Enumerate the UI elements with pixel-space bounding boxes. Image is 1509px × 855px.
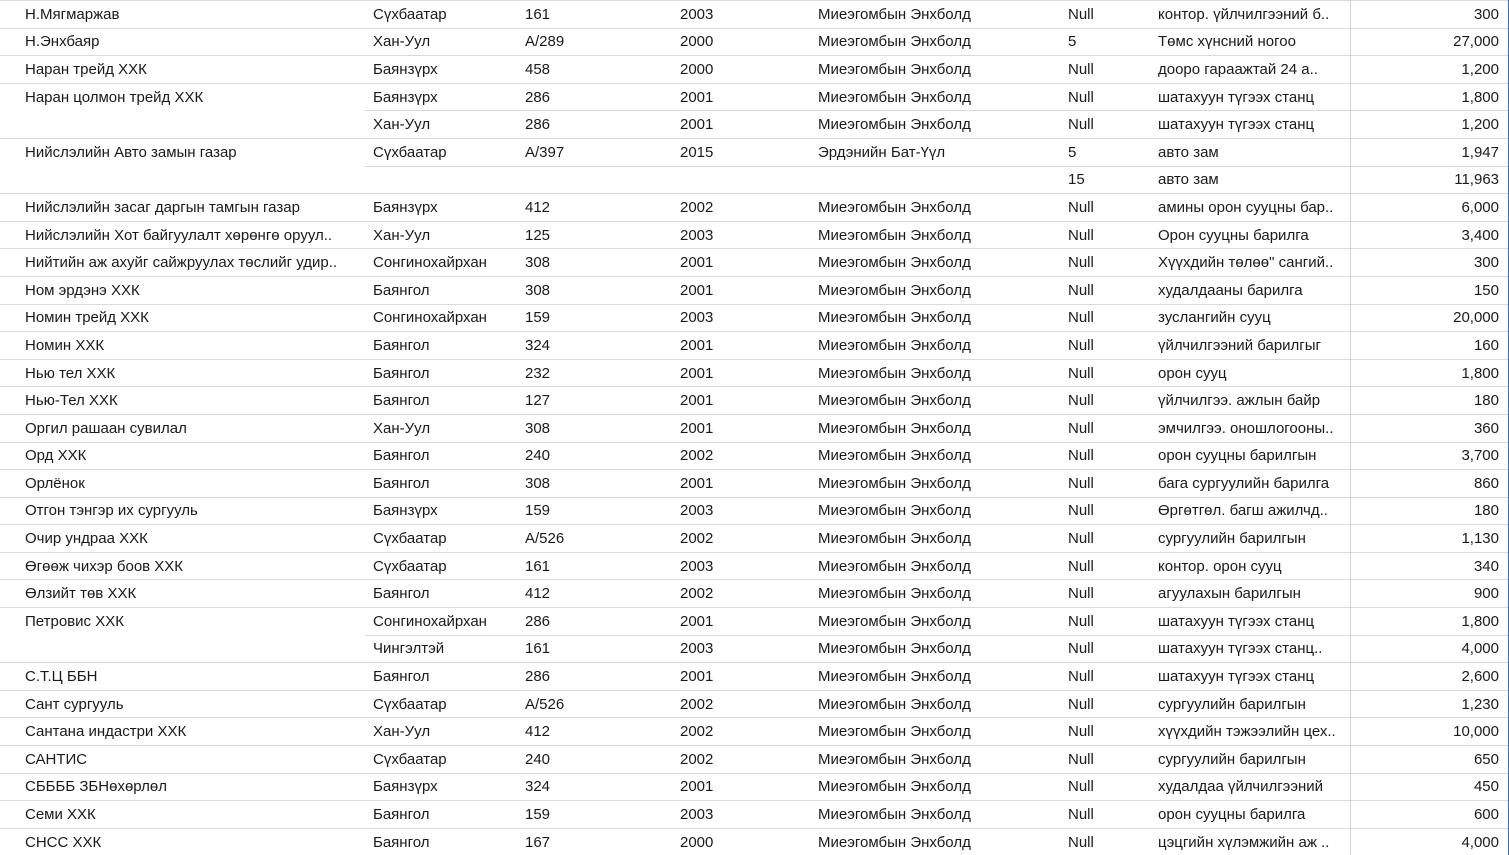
- district-cell[interactable]: Сүхбаатар: [365, 138, 525, 166]
- code-cell[interactable]: Null: [1068, 414, 1158, 442]
- amount-cell[interactable]: 360: [1350, 414, 1509, 442]
- description-cell[interactable]: Хүүхдийн төлөө" сангий..: [1158, 249, 1350, 277]
- district-cell[interactable]: Сүхбаатар: [365, 746, 525, 774]
- person-cell[interactable]: Миеэгомбын Энхболд: [818, 470, 1068, 498]
- org-name-cell[interactable]: Наран трейд ХХК: [0, 56, 365, 84]
- year-cell[interactable]: 2002: [680, 194, 818, 222]
- year-cell[interactable]: 2000: [680, 828, 818, 855]
- person-cell[interactable]: [818, 166, 1068, 194]
- district-cell[interactable]: Сүхбаатар: [365, 690, 525, 718]
- org-name-cell[interactable]: СНСС ХХК: [0, 828, 365, 855]
- org-name-cell[interactable]: Отгон тэнгэр их сургууль: [0, 497, 365, 525]
- year-cell[interactable]: 2015: [680, 138, 818, 166]
- table-row[interactable]: [0, 166, 1509, 194]
- code-cell[interactable]: Null: [1068, 635, 1158, 663]
- year-cell[interactable]: 2001: [680, 83, 818, 111]
- org-name-cell[interactable]: Номин трейд ХХК: [0, 304, 365, 332]
- person-cell[interactable]: Миеэгомбын Энхболд: [818, 773, 1068, 801]
- year-cell[interactable]: 2002: [680, 580, 818, 608]
- code-cell[interactable]: Null: [1068, 249, 1158, 277]
- person-cell[interactable]: Миеэгомбын Энхболд: [818, 249, 1068, 277]
- amount-cell[interactable]: 300: [1350, 249, 1509, 277]
- district-cell[interactable]: Баянгол: [365, 359, 525, 387]
- district-cell[interactable]: Сүхбаатар: [365, 525, 525, 553]
- person-cell[interactable]: Миеэгомбын Энхболд: [818, 552, 1068, 580]
- code-cell[interactable]: Null: [1068, 801, 1158, 829]
- table-row[interactable]: [0, 525, 1509, 553]
- amount-cell[interactable]: 300: [1350, 1, 1509, 29]
- number-cell[interactable]: 286: [525, 608, 680, 636]
- year-cell[interactable]: 2000: [680, 28, 818, 56]
- code-cell[interactable]: Null: [1068, 359, 1158, 387]
- number-cell[interactable]: 412: [525, 194, 680, 222]
- code-cell[interactable]: Null: [1068, 111, 1158, 139]
- table-row[interactable]: [0, 442, 1509, 470]
- table-row[interactable]: [0, 28, 1509, 56]
- district-cell[interactable]: Хан-Уул: [365, 221, 525, 249]
- amount-cell[interactable]: 2,600: [1350, 663, 1509, 691]
- code-cell[interactable]: Null: [1068, 194, 1158, 222]
- amount-cell[interactable]: 3,700: [1350, 442, 1509, 470]
- year-cell[interactable]: 2003: [680, 635, 818, 663]
- description-cell[interactable]: орон сууц: [1158, 359, 1350, 387]
- description-cell[interactable]: контор. орон сууц: [1158, 552, 1350, 580]
- person-cell[interactable]: Миеэгомбын Энхболд: [818, 332, 1068, 360]
- table-row[interactable]: [0, 111, 1509, 139]
- person-cell[interactable]: Миеэгомбын Энхболд: [818, 304, 1068, 332]
- person-cell[interactable]: Миеэгомбын Энхболд: [818, 801, 1068, 829]
- number-cell[interactable]: А/397: [525, 138, 680, 166]
- person-cell[interactable]: Миеэгомбын Энхболд: [818, 83, 1068, 111]
- table-row[interactable]: [0, 276, 1509, 304]
- amount-cell[interactable]: 1,200: [1350, 56, 1509, 84]
- person-cell[interactable]: Миеэгомбын Энхболд: [818, 442, 1068, 470]
- district-cell[interactable]: Сүхбаатар: [365, 552, 525, 580]
- number-cell[interactable]: 161: [525, 552, 680, 580]
- amount-cell[interactable]: 180: [1350, 497, 1509, 525]
- org-name-cell[interactable]: Ном эрдэнэ ХХК: [0, 276, 365, 304]
- code-cell[interactable]: Null: [1068, 470, 1158, 498]
- org-name-cell[interactable]: Өгөөж чихэр боов ХХК: [0, 552, 365, 580]
- year-cell[interactable]: 2002: [680, 690, 818, 718]
- district-cell[interactable]: Баянгол: [365, 387, 525, 415]
- amount-cell[interactable]: 1,800: [1350, 83, 1509, 111]
- amount-cell[interactable]: 160: [1350, 332, 1509, 360]
- description-cell[interactable]: сургуулийн барилгын: [1158, 690, 1350, 718]
- number-cell[interactable]: 412: [525, 580, 680, 608]
- person-cell[interactable]: Миеэгомбын Энхболд: [818, 414, 1068, 442]
- person-cell[interactable]: Миеэгомбын Энхболд: [818, 276, 1068, 304]
- person-cell[interactable]: Миеэгомбын Энхболд: [818, 1, 1068, 29]
- year-cell[interactable]: 2003: [680, 221, 818, 249]
- number-cell[interactable]: А/289: [525, 28, 680, 56]
- person-cell[interactable]: Миеэгомбын Энхболд: [818, 828, 1068, 855]
- description-cell[interactable]: үйлчилгээний барилгыг: [1158, 332, 1350, 360]
- code-cell[interactable]: Null: [1068, 387, 1158, 415]
- district-cell[interactable]: Сонгинохайрхан: [365, 249, 525, 277]
- description-cell[interactable]: цэцгийн хүлэмжийн аж ..: [1158, 828, 1350, 855]
- description-cell[interactable]: хүүхдийн тэжээлийн цех..: [1158, 718, 1350, 746]
- code-cell[interactable]: Null: [1068, 663, 1158, 691]
- number-cell[interactable]: 240: [525, 746, 680, 774]
- year-cell[interactable]: 2003: [680, 801, 818, 829]
- code-cell[interactable]: Null: [1068, 442, 1158, 470]
- year-cell[interactable]: 2001: [680, 387, 818, 415]
- code-cell[interactable]: Null: [1068, 718, 1158, 746]
- number-cell[interactable]: 308: [525, 470, 680, 498]
- number-cell[interactable]: 167: [525, 828, 680, 855]
- code-cell[interactable]: 5: [1068, 138, 1158, 166]
- table-row[interactable]: [0, 663, 1509, 691]
- description-cell[interactable]: контор. үйлчилгээний б..: [1158, 1, 1350, 29]
- description-cell[interactable]: сургуулийн барилгын: [1158, 525, 1350, 553]
- district-cell[interactable]: [365, 166, 525, 194]
- district-cell[interactable]: Баянзүрх: [365, 83, 525, 111]
- table-row[interactable]: [0, 1, 1509, 29]
- description-cell[interactable]: орон сууцны барилгын: [1158, 442, 1350, 470]
- year-cell[interactable]: [680, 166, 818, 194]
- year-cell[interactable]: 2002: [680, 746, 818, 774]
- year-cell[interactable]: 2001: [680, 249, 818, 277]
- description-cell[interactable]: шатахуун түгээх станц..: [1158, 635, 1350, 663]
- table-row[interactable]: [0, 304, 1509, 332]
- org-name-cell[interactable]: Н.Энхбаяр: [0, 28, 365, 56]
- code-cell[interactable]: 15: [1068, 166, 1158, 194]
- org-name-cell[interactable]: Нью-Тел ХХК: [0, 387, 365, 415]
- code-cell[interactable]: Null: [1068, 56, 1158, 84]
- person-cell[interactable]: Миеэгомбын Энхболд: [818, 525, 1068, 553]
- number-cell[interactable]: 159: [525, 304, 680, 332]
- description-cell[interactable]: авто зам: [1158, 138, 1350, 166]
- person-cell[interactable]: Миеэгомбын Энхболд: [818, 359, 1068, 387]
- person-cell[interactable]: Миеэгомбын Энхболд: [818, 690, 1068, 718]
- description-cell[interactable]: шатахуун түгээх станц: [1158, 83, 1350, 111]
- code-cell[interactable]: Null: [1068, 580, 1158, 608]
- table-row[interactable]: [0, 332, 1509, 360]
- code-cell[interactable]: Null: [1068, 773, 1158, 801]
- amount-cell[interactable]: 1,800: [1350, 608, 1509, 636]
- number-cell[interactable]: 458: [525, 56, 680, 84]
- number-cell[interactable]: 286: [525, 663, 680, 691]
- year-cell[interactable]: 2001: [680, 773, 818, 801]
- amount-cell[interactable]: 4,000: [1350, 828, 1509, 855]
- number-cell[interactable]: 159: [525, 497, 680, 525]
- table-row[interactable]: [0, 221, 1509, 249]
- org-name-cell[interactable]: Оргил рашаан сувилал: [0, 414, 365, 442]
- code-cell[interactable]: Null: [1068, 552, 1158, 580]
- org-name-cell[interactable]: Н.Мягмаржав: [0, 1, 365, 29]
- description-cell[interactable]: Орон сууцны барилга: [1158, 221, 1350, 249]
- org-name-cell[interactable]: Орд ХХК: [0, 442, 365, 470]
- code-cell[interactable]: Null: [1068, 828, 1158, 855]
- org-name-cell[interactable]: Наран цолмон трейд ХХК: [0, 83, 365, 111]
- code-cell[interactable]: Null: [1068, 276, 1158, 304]
- table-row[interactable]: [0, 359, 1509, 387]
- description-cell[interactable]: авто зам: [1158, 166, 1350, 194]
- table-row[interactable]: [0, 608, 1509, 636]
- amount-cell[interactable]: 3,400: [1350, 221, 1509, 249]
- person-cell[interactable]: Миеэгомбын Энхболд: [818, 663, 1068, 691]
- number-cell[interactable]: [525, 166, 680, 194]
- amount-cell[interactable]: 150: [1350, 276, 1509, 304]
- number-cell[interactable]: 324: [525, 773, 680, 801]
- person-cell[interactable]: Миеэгомбын Энхболд: [818, 56, 1068, 84]
- district-cell[interactable]: Чингэлтэй: [365, 635, 525, 663]
- district-cell[interactable]: Хан-Уул: [365, 414, 525, 442]
- table-row[interactable]: [0, 580, 1509, 608]
- person-cell[interactable]: Миеэгомбын Энхболд: [818, 28, 1068, 56]
- amount-cell[interactable]: 1,130: [1350, 525, 1509, 553]
- number-cell[interactable]: 308: [525, 249, 680, 277]
- org-name-cell[interactable]: Өлзийт төв ХХК: [0, 580, 365, 608]
- org-name-cell[interactable]: С.Т.Ц ББН: [0, 663, 365, 691]
- number-cell[interactable]: 412: [525, 718, 680, 746]
- amount-cell[interactable]: 180: [1350, 387, 1509, 415]
- district-cell[interactable]: Баянзүрх: [365, 773, 525, 801]
- org-name-cell[interactable]: Сант сургууль: [0, 690, 365, 718]
- number-cell[interactable]: 232: [525, 359, 680, 387]
- year-cell[interactable]: 2003: [680, 497, 818, 525]
- person-cell[interactable]: Миеэгомбын Энхболд: [818, 718, 1068, 746]
- description-cell[interactable]: орон сууцны барилга: [1158, 801, 1350, 829]
- person-cell[interactable]: Миеэгомбын Энхболд: [818, 194, 1068, 222]
- district-cell[interactable]: Баянгол: [365, 470, 525, 498]
- district-cell[interactable]: Баянзүрх: [365, 497, 525, 525]
- amount-cell[interactable]: 900: [1350, 580, 1509, 608]
- description-cell[interactable]: худалдааны барилга: [1158, 276, 1350, 304]
- number-cell[interactable]: 286: [525, 83, 680, 111]
- person-cell[interactable]: Миеэгомбын Энхболд: [818, 387, 1068, 415]
- district-cell[interactable]: Баянгол: [365, 663, 525, 691]
- table-row[interactable]: [0, 718, 1509, 746]
- org-name-cell[interactable]: Семи ХХК: [0, 801, 365, 829]
- number-cell[interactable]: 161: [525, 635, 680, 663]
- description-cell[interactable]: шатахуун түгээх станц: [1158, 111, 1350, 139]
- number-cell[interactable]: 308: [525, 414, 680, 442]
- district-cell[interactable]: Баянгол: [365, 801, 525, 829]
- amount-cell[interactable]: 860: [1350, 470, 1509, 498]
- number-cell[interactable]: 240: [525, 442, 680, 470]
- year-cell[interactable]: 2001: [680, 663, 818, 691]
- year-cell[interactable]: 2003: [680, 552, 818, 580]
- code-cell[interactable]: Null: [1068, 332, 1158, 360]
- number-cell[interactable]: 161: [525, 1, 680, 29]
- table-row[interactable]: [0, 497, 1509, 525]
- table-row[interactable]: [0, 138, 1509, 166]
- year-cell[interactable]: 2001: [680, 359, 818, 387]
- code-cell[interactable]: Null: [1068, 608, 1158, 636]
- table-row[interactable]: [0, 773, 1509, 801]
- org-name-cell[interactable]: Нийслэлийн Хот байгуулалт хөрөнгө оруул..: [0, 221, 365, 249]
- org-name-cell[interactable]: [0, 635, 365, 663]
- year-cell[interactable]: 2003: [680, 1, 818, 29]
- district-cell[interactable]: Сонгинохайрхан: [365, 608, 525, 636]
- year-cell[interactable]: 2001: [680, 608, 818, 636]
- person-cell[interactable]: Миеэгомбын Энхболд: [818, 746, 1068, 774]
- table-row[interactable]: [0, 635, 1509, 663]
- year-cell[interactable]: 2001: [680, 111, 818, 139]
- amount-cell[interactable]: 20,000: [1350, 304, 1509, 332]
- year-cell[interactable]: 2002: [680, 442, 818, 470]
- description-cell[interactable]: үйлчилгээ. ажлын байр: [1158, 387, 1350, 415]
- table-row[interactable]: [0, 387, 1509, 415]
- number-cell[interactable]: 159: [525, 801, 680, 829]
- person-cell[interactable]: Эрдэнийн Бат-Үүл: [818, 138, 1068, 166]
- amount-cell[interactable]: 450: [1350, 773, 1509, 801]
- amount-cell[interactable]: 1,230: [1350, 690, 1509, 718]
- year-cell[interactable]: 2003: [680, 304, 818, 332]
- district-cell[interactable]: Хан-Уул: [365, 28, 525, 56]
- table-row[interactable]: [0, 801, 1509, 829]
- amount-cell[interactable]: 1,200: [1350, 111, 1509, 139]
- number-cell[interactable]: А/526: [525, 525, 680, 553]
- district-cell[interactable]: Баянзүрх: [365, 56, 525, 84]
- district-cell[interactable]: Баянгол: [365, 580, 525, 608]
- amount-cell[interactable]: 11,963: [1350, 166, 1509, 194]
- code-cell[interactable]: 5: [1068, 28, 1158, 56]
- code-cell[interactable]: Null: [1068, 746, 1158, 774]
- org-name-cell[interactable]: СББББ ЗБНөхөрлөл: [0, 773, 365, 801]
- code-cell[interactable]: Null: [1068, 221, 1158, 249]
- person-cell[interactable]: Миеэгомбын Энхболд: [818, 580, 1068, 608]
- person-cell[interactable]: Миеэгомбын Энхболд: [818, 608, 1068, 636]
- district-cell[interactable]: Баянзүрх: [365, 194, 525, 222]
- table-row[interactable]: [0, 83, 1509, 111]
- description-cell[interactable]: Төмс хүнсний ногоо: [1158, 28, 1350, 56]
- org-name-cell[interactable]: Очир ундраа ХХК: [0, 525, 365, 553]
- org-name-cell[interactable]: [0, 166, 365, 194]
- district-cell[interactable]: Баянгол: [365, 442, 525, 470]
- org-name-cell[interactable]: Сантана индастри ХХК: [0, 718, 365, 746]
- code-cell[interactable]: Null: [1068, 525, 1158, 553]
- table-row[interactable]: [0, 194, 1509, 222]
- description-cell[interactable]: шатахуун түгээх станц: [1158, 608, 1350, 636]
- year-cell[interactable]: 2002: [680, 525, 818, 553]
- amount-cell[interactable]: 27,000: [1350, 28, 1509, 56]
- district-cell[interactable]: Хан-Уул: [365, 718, 525, 746]
- number-cell[interactable]: 125: [525, 221, 680, 249]
- amount-cell[interactable]: 340: [1350, 552, 1509, 580]
- year-cell[interactable]: 2001: [680, 414, 818, 442]
- code-cell[interactable]: Null: [1068, 497, 1158, 525]
- description-cell[interactable]: амины орон сууцны бар..: [1158, 194, 1350, 222]
- person-cell[interactable]: Миеэгомбын Энхболд: [818, 111, 1068, 139]
- code-cell[interactable]: Null: [1068, 83, 1158, 111]
- code-cell[interactable]: Null: [1068, 690, 1158, 718]
- table-row[interactable]: [0, 690, 1509, 718]
- code-cell[interactable]: Null: [1068, 304, 1158, 332]
- org-name-cell[interactable]: [0, 111, 365, 139]
- year-cell[interactable]: 2002: [680, 718, 818, 746]
- org-name-cell[interactable]: Нийслэлийн засаг даргын тамгын газар: [0, 194, 365, 222]
- table-row[interactable]: [0, 552, 1509, 580]
- district-cell[interactable]: Баянгол: [365, 332, 525, 360]
- year-cell[interactable]: 2001: [680, 332, 818, 360]
- description-cell[interactable]: агуулахын барилгын: [1158, 580, 1350, 608]
- number-cell[interactable]: 286: [525, 111, 680, 139]
- org-name-cell[interactable]: Орлёнок: [0, 470, 365, 498]
- description-cell[interactable]: сургуулийн барилгын: [1158, 746, 1350, 774]
- amount-cell[interactable]: 650: [1350, 746, 1509, 774]
- org-name-cell[interactable]: Нийтийн аж ахуйг сайжруулах төслийг удир..: [0, 249, 365, 277]
- amount-cell[interactable]: 6,000: [1350, 194, 1509, 222]
- description-cell[interactable]: шатахуун түгээх станц: [1158, 663, 1350, 691]
- district-cell[interactable]: Сүхбаатар: [365, 1, 525, 29]
- year-cell[interactable]: 2001: [680, 276, 818, 304]
- number-cell[interactable]: 308: [525, 276, 680, 304]
- district-cell[interactable]: Сонгинохайрхан: [365, 304, 525, 332]
- org-name-cell[interactable]: Нью тел ХХК: [0, 359, 365, 387]
- amount-cell[interactable]: 1,800: [1350, 359, 1509, 387]
- org-name-cell[interactable]: САНТИС: [0, 746, 365, 774]
- amount-cell[interactable]: 10,000: [1350, 718, 1509, 746]
- amount-cell[interactable]: 4,000: [1350, 635, 1509, 663]
- table-row[interactable]: [0, 746, 1509, 774]
- description-cell[interactable]: бага сургуулийн барилга: [1158, 470, 1350, 498]
- person-cell[interactable]: Миеэгомбын Энхболд: [818, 221, 1068, 249]
- amount-cell[interactable]: 1,947: [1350, 138, 1509, 166]
- person-cell[interactable]: Миеэгомбын Энхболд: [818, 635, 1068, 663]
- district-cell[interactable]: Хан-Уул: [365, 111, 525, 139]
- year-cell[interactable]: 2000: [680, 56, 818, 84]
- person-cell[interactable]: Миеэгомбын Энхболд: [818, 497, 1068, 525]
- org-name-cell[interactable]: Номин ХХК: [0, 332, 365, 360]
- number-cell[interactable]: 127: [525, 387, 680, 415]
- number-cell[interactable]: 324: [525, 332, 680, 360]
- table-row[interactable]: [0, 414, 1509, 442]
- org-name-cell[interactable]: Петровис ХХК: [0, 608, 365, 636]
- table-row[interactable]: [0, 470, 1509, 498]
- table-row[interactable]: [0, 56, 1509, 84]
- code-cell[interactable]: Null: [1068, 1, 1158, 29]
- description-cell[interactable]: Өргөтгөл. багш ажилчд..: [1158, 497, 1350, 525]
- description-cell[interactable]: эмчилгээ. оношлогооны..: [1158, 414, 1350, 442]
- number-cell[interactable]: А/526: [525, 690, 680, 718]
- table-row[interactable]: [0, 249, 1509, 277]
- year-cell[interactable]: 2001: [680, 470, 818, 498]
- table-row[interactable]: [0, 828, 1509, 855]
- description-cell[interactable]: худалдаа үйлчилгээний: [1158, 773, 1350, 801]
- description-cell[interactable]: дооро гараажтай 24 а..: [1158, 56, 1350, 84]
- org-name-cell[interactable]: Нийслэлийн Авто замын газар: [0, 138, 365, 166]
- description-cell[interactable]: зуслангийн сууц: [1158, 304, 1350, 332]
- district-cell[interactable]: Баянгол: [365, 828, 525, 855]
- district-cell[interactable]: Баянгол: [365, 276, 525, 304]
- amount-cell[interactable]: 600: [1350, 801, 1509, 829]
